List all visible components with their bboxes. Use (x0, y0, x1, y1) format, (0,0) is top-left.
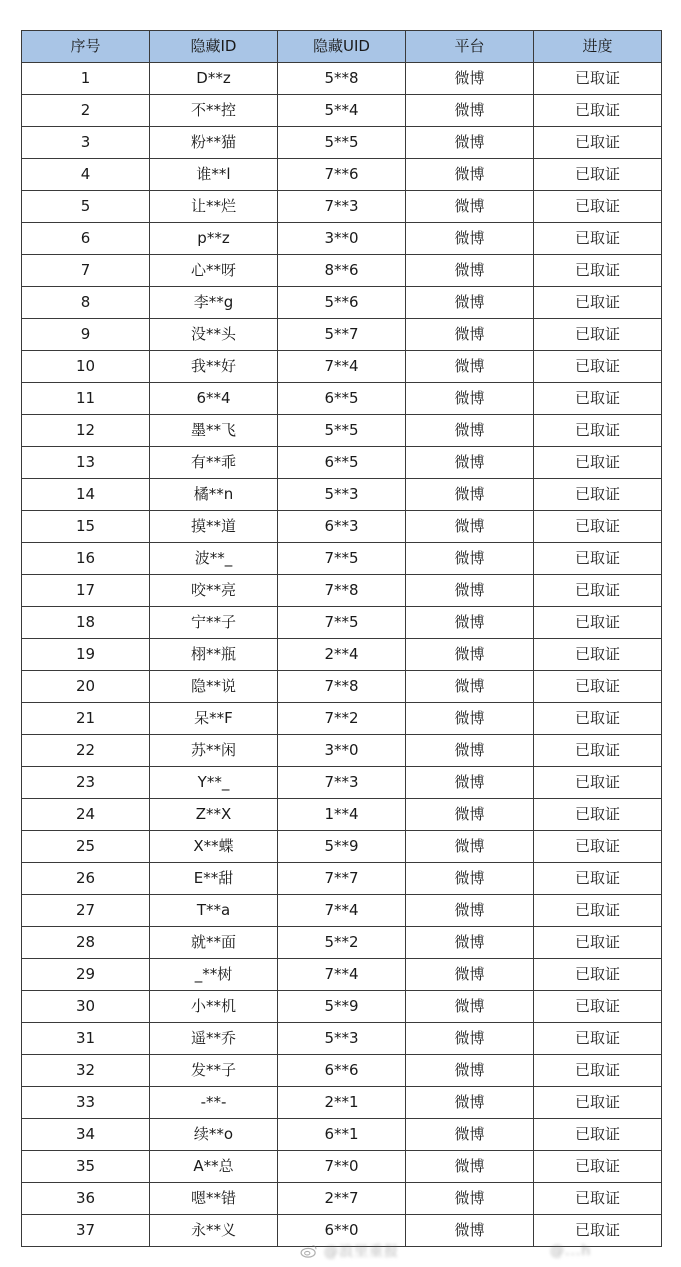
cell-platform: 微博 (406, 1087, 534, 1119)
cell-hidden-id: 隐**说 (150, 671, 278, 703)
evidence-table (21, 30, 662, 1247)
cell-hidden-id: T**a (150, 895, 278, 927)
cell-hidden-id: 遥**乔 (150, 1023, 278, 1055)
table-row (22, 287, 662, 319)
cell-index: 10 (22, 351, 150, 383)
table-row (22, 191, 662, 223)
cell-progress: 已取证 (534, 799, 662, 831)
cell-index: 1 (22, 63, 150, 95)
table-row (22, 351, 662, 383)
cell-progress: 已取证 (534, 639, 662, 671)
cell-hidden-id: 波**_ (150, 543, 278, 575)
cell-hidden-uid: 7**5 (278, 543, 406, 575)
watermark-right-text: @...h (550, 1243, 592, 1259)
table-body (22, 63, 662, 1247)
cell-index: 32 (22, 1055, 150, 1087)
cell-hidden-uid: 6**6 (278, 1055, 406, 1087)
cell-hidden-uid: 5**9 (278, 831, 406, 863)
cell-platform: 微博 (406, 287, 534, 319)
watermark-right (550, 1243, 591, 1259)
cell-progress: 已取证 (534, 991, 662, 1023)
cell-index: 2 (22, 95, 150, 127)
cell-platform: 微博 (406, 639, 534, 671)
cell-index: 28 (22, 927, 150, 959)
cell-progress: 已取证 (534, 479, 662, 511)
cell-hidden-uid: 6**5 (278, 383, 406, 415)
cell-hidden-id: E**甜 (150, 863, 278, 895)
cell-hidden-id: 续**o (150, 1119, 278, 1151)
table-row (22, 255, 662, 287)
header-hidden-id: 隐藏ID (150, 31, 278, 63)
cell-platform: 微博 (406, 479, 534, 511)
cell-progress: 已取证 (534, 831, 662, 863)
table-row (22, 95, 662, 127)
cell-hidden-uid: 7**4 (278, 895, 406, 927)
table-row (22, 1055, 662, 1087)
cell-hidden-id: 苏**闲 (150, 735, 278, 767)
cell-index: 35 (22, 1151, 150, 1183)
cell-hidden-id: 宁**子 (150, 607, 278, 639)
cell-progress: 已取证 (534, 255, 662, 287)
cell-hidden-uid: 3**0 (278, 223, 406, 255)
cell-progress: 已取证 (534, 1151, 662, 1183)
cell-progress: 已取证 (534, 671, 662, 703)
cell-index: 21 (22, 703, 150, 735)
cell-index: 8 (22, 287, 150, 319)
cell-hidden-uid: 5**3 (278, 479, 406, 511)
cell-hidden-id: 有**乖 (150, 447, 278, 479)
cell-hidden-id: 没**头 (150, 319, 278, 351)
cell-platform: 微博 (406, 895, 534, 927)
header-progress: 进度 (534, 31, 662, 63)
cell-progress: 已取证 (534, 95, 662, 127)
cell-index: 3 (22, 127, 150, 159)
cell-hidden-uid: 7**5 (278, 607, 406, 639)
cell-index: 5 (22, 191, 150, 223)
cell-index: 14 (22, 479, 150, 511)
cell-index: 29 (22, 959, 150, 991)
table-row (22, 863, 662, 895)
cell-platform: 微博 (406, 959, 534, 991)
cell-index: 27 (22, 895, 150, 927)
table-header (22, 31, 662, 63)
cell-index: 25 (22, 831, 150, 863)
cell-progress: 已取证 (534, 735, 662, 767)
cell-platform: 微博 (406, 191, 534, 223)
cell-progress: 已取证 (534, 1087, 662, 1119)
cell-index: 23 (22, 767, 150, 799)
cell-progress: 已取证 (534, 959, 662, 991)
cell-index: 17 (22, 575, 150, 607)
cell-index: 33 (22, 1087, 150, 1119)
cell-hidden-uid: 5**2 (278, 927, 406, 959)
cell-index: 4 (22, 159, 150, 191)
cell-hidden-id: 呆**F (150, 703, 278, 735)
cell-hidden-id: 发**子 (150, 1055, 278, 1087)
cell-platform: 微博 (406, 575, 534, 607)
header-index: 序号 (22, 31, 150, 63)
table-row (22, 1183, 662, 1215)
cell-platform: 微博 (406, 415, 534, 447)
cell-hidden-uid: 5**4 (278, 95, 406, 127)
cell-index: 37 (22, 1215, 150, 1247)
cell-index: 30 (22, 991, 150, 1023)
cell-progress: 已取证 (534, 447, 662, 479)
cell-hidden-uid: 5**7 (278, 319, 406, 351)
table-row (22, 927, 662, 959)
cell-index: 15 (22, 511, 150, 543)
cell-hidden-uid: 7**3 (278, 767, 406, 799)
table-row (22, 223, 662, 255)
cell-hidden-id: p**z (150, 223, 278, 255)
cell-progress: 已取证 (534, 543, 662, 575)
table-row (22, 1023, 662, 1055)
cell-hidden-uid: 5**5 (278, 415, 406, 447)
cell-index: 22 (22, 735, 150, 767)
cell-hidden-id: 橘**n (150, 479, 278, 511)
table-row (22, 575, 662, 607)
cell-hidden-id: 墨**飞 (150, 415, 278, 447)
cell-platform: 微博 (406, 159, 534, 191)
cell-progress: 已取证 (534, 383, 662, 415)
cell-platform: 微博 (406, 831, 534, 863)
cell-hidden-uid: 5**8 (278, 63, 406, 95)
cell-index: 12 (22, 415, 150, 447)
cell-progress: 已取证 (534, 927, 662, 959)
table-row (22, 543, 662, 575)
cell-platform: 微博 (406, 991, 534, 1023)
table-row (22, 63, 662, 95)
cell-index: 26 (22, 863, 150, 895)
cell-hidden-uid: 3**0 (278, 735, 406, 767)
watermark (300, 1240, 680, 1262)
cell-progress: 已取证 (534, 159, 662, 191)
cell-hidden-id: 不**控 (150, 95, 278, 127)
cell-platform: 微博 (406, 1023, 534, 1055)
cell-progress: 已取证 (534, 607, 662, 639)
cell-index: 31 (22, 1023, 150, 1055)
cell-platform: 微博 (406, 351, 534, 383)
cell-progress: 已取证 (534, 63, 662, 95)
cell-progress: 已取证 (534, 511, 662, 543)
cell-hidden-uid: 7**6 (278, 159, 406, 191)
cell-platform: 微博 (406, 63, 534, 95)
cell-platform: 微博 (406, 223, 534, 255)
watermark-left-text: @浪里重报 (324, 1244, 399, 1260)
table-row (22, 1119, 662, 1151)
cell-index: 34 (22, 1119, 150, 1151)
cell-platform: 微博 (406, 383, 534, 415)
table-row (22, 511, 662, 543)
cell-hidden-uid: 5**3 (278, 1023, 406, 1055)
table-row (22, 767, 662, 799)
cell-hidden-id: 李**g (150, 287, 278, 319)
cell-hidden-id: 粉**猫 (150, 127, 278, 159)
cell-progress: 已取证 (534, 703, 662, 735)
cell-hidden-uid: 7**8 (278, 671, 406, 703)
table-row (22, 671, 662, 703)
table-row (22, 607, 662, 639)
cell-progress: 已取证 (534, 127, 662, 159)
table-row (22, 991, 662, 1023)
table-row (22, 479, 662, 511)
cell-platform: 微博 (406, 1119, 534, 1151)
cell-platform: 微博 (406, 447, 534, 479)
cell-index: 7 (22, 255, 150, 287)
table-row (22, 415, 662, 447)
cell-hidden-uid: 7**4 (278, 351, 406, 383)
cell-platform: 微博 (406, 1055, 534, 1087)
cell-platform: 微博 (406, 799, 534, 831)
cell-hidden-uid: 7**2 (278, 703, 406, 735)
cell-hidden-id: 就**面 (150, 927, 278, 959)
cell-index: 36 (22, 1183, 150, 1215)
table-row (22, 1151, 662, 1183)
weibo-logo-icon (300, 1244, 318, 1258)
cell-progress: 已取证 (534, 1183, 662, 1215)
cell-hidden-id: -**- (150, 1087, 278, 1119)
cell-index: 6 (22, 223, 150, 255)
cell-hidden-id: 咬**亮 (150, 575, 278, 607)
cell-platform: 微博 (406, 1183, 534, 1215)
cell-platform: 微博 (406, 543, 534, 575)
evidence-table-container (21, 30, 661, 1247)
table-row (22, 735, 662, 767)
cell-hidden-uid: 8**6 (278, 255, 406, 287)
cell-progress: 已取证 (534, 767, 662, 799)
cell-index: 9 (22, 319, 150, 351)
cell-platform: 微博 (406, 703, 534, 735)
cell-hidden-uid: 1**4 (278, 799, 406, 831)
cell-hidden-uid: 6**0 (278, 1215, 406, 1247)
cell-platform: 微博 (406, 1151, 534, 1183)
cell-hidden-uid: 5**5 (278, 127, 406, 159)
cell-hidden-id: X**蝶 (150, 831, 278, 863)
cell-hidden-id: 我**好 (150, 351, 278, 383)
cell-progress: 已取证 (534, 1055, 662, 1087)
table-row (22, 447, 662, 479)
table-row (22, 895, 662, 927)
table-row (22, 127, 662, 159)
cell-hidden-id: 摸**道 (150, 511, 278, 543)
table-row (22, 703, 662, 735)
cell-hidden-uid: 2**7 (278, 1183, 406, 1215)
cell-progress: 已取证 (534, 287, 662, 319)
cell-progress: 已取证 (534, 415, 662, 447)
cell-hidden-id: A**总 (150, 1151, 278, 1183)
table-row (22, 383, 662, 415)
table-row (22, 159, 662, 191)
cell-platform: 微博 (406, 511, 534, 543)
cell-hidden-id: 让**烂 (150, 191, 278, 223)
cell-platform: 微博 (406, 767, 534, 799)
cell-progress: 已取证 (534, 1215, 662, 1247)
cell-index: 24 (22, 799, 150, 831)
cell-hidden-id: _**树 (150, 959, 278, 991)
cell-hidden-uid: 5**6 (278, 287, 406, 319)
cell-hidden-id: Z**X (150, 799, 278, 831)
cell-hidden-uid: 6**1 (278, 1119, 406, 1151)
cell-hidden-uid: 2**4 (278, 639, 406, 671)
cell-hidden-id: 6**4 (150, 383, 278, 415)
cell-hidden-uid: 7**0 (278, 1151, 406, 1183)
cell-platform: 微博 (406, 927, 534, 959)
cell-hidden-uid: 7**7 (278, 863, 406, 895)
cell-progress: 已取证 (534, 1119, 662, 1151)
cell-index: 20 (22, 671, 150, 703)
cell-index: 18 (22, 607, 150, 639)
cell-hidden-id: 栩**瓶 (150, 639, 278, 671)
cell-platform: 微博 (406, 863, 534, 895)
cell-hidden-uid: 7**8 (278, 575, 406, 607)
cell-hidden-id: Y**_ (150, 767, 278, 799)
cell-hidden-id: D**z (150, 63, 278, 95)
cell-platform: 微博 (406, 95, 534, 127)
cell-progress: 已取证 (534, 575, 662, 607)
table-row (22, 959, 662, 991)
cell-platform: 微博 (406, 127, 534, 159)
cell-hidden-id: 小**机 (150, 991, 278, 1023)
cell-hidden-uid: 5**9 (278, 991, 406, 1023)
table-header-row (22, 31, 662, 63)
table-row (22, 831, 662, 863)
cell-progress: 已取证 (534, 191, 662, 223)
cell-progress: 已取证 (534, 895, 662, 927)
cell-progress: 已取证 (534, 1023, 662, 1055)
cell-progress: 已取证 (534, 223, 662, 255)
cell-hidden-uid: 2**1 (278, 1087, 406, 1119)
header-platform: 平台 (406, 31, 534, 63)
cell-progress: 已取证 (534, 319, 662, 351)
cell-hidden-uid: 7**4 (278, 959, 406, 991)
cell-hidden-id: 永**义 (150, 1215, 278, 1247)
cell-index: 16 (22, 543, 150, 575)
table-row (22, 1087, 662, 1119)
cell-hidden-id: 谁**l (150, 159, 278, 191)
cell-hidden-uid: 7**3 (278, 191, 406, 223)
cell-progress: 已取证 (534, 863, 662, 895)
cell-hidden-id: 嗯**错 (150, 1183, 278, 1215)
cell-platform: 微博 (406, 255, 534, 287)
table-row (22, 639, 662, 671)
table-row (22, 319, 662, 351)
cell-index: 19 (22, 639, 150, 671)
cell-index: 11 (22, 383, 150, 415)
cell-index: 13 (22, 447, 150, 479)
header-hidden-uid: 隐藏UID (278, 31, 406, 63)
table-row (22, 799, 662, 831)
cell-platform: 微博 (406, 671, 534, 703)
cell-platform: 微博 (406, 607, 534, 639)
cell-platform: 微博 (406, 319, 534, 351)
cell-hidden-uid: 6**3 (278, 511, 406, 543)
cell-platform: 微博 (406, 735, 534, 767)
cell-progress: 已取证 (534, 351, 662, 383)
cell-hidden-uid: 6**5 (278, 447, 406, 479)
cell-hidden-id: 心**呀 (150, 255, 278, 287)
cell-platform: 微博 (406, 1215, 534, 1247)
